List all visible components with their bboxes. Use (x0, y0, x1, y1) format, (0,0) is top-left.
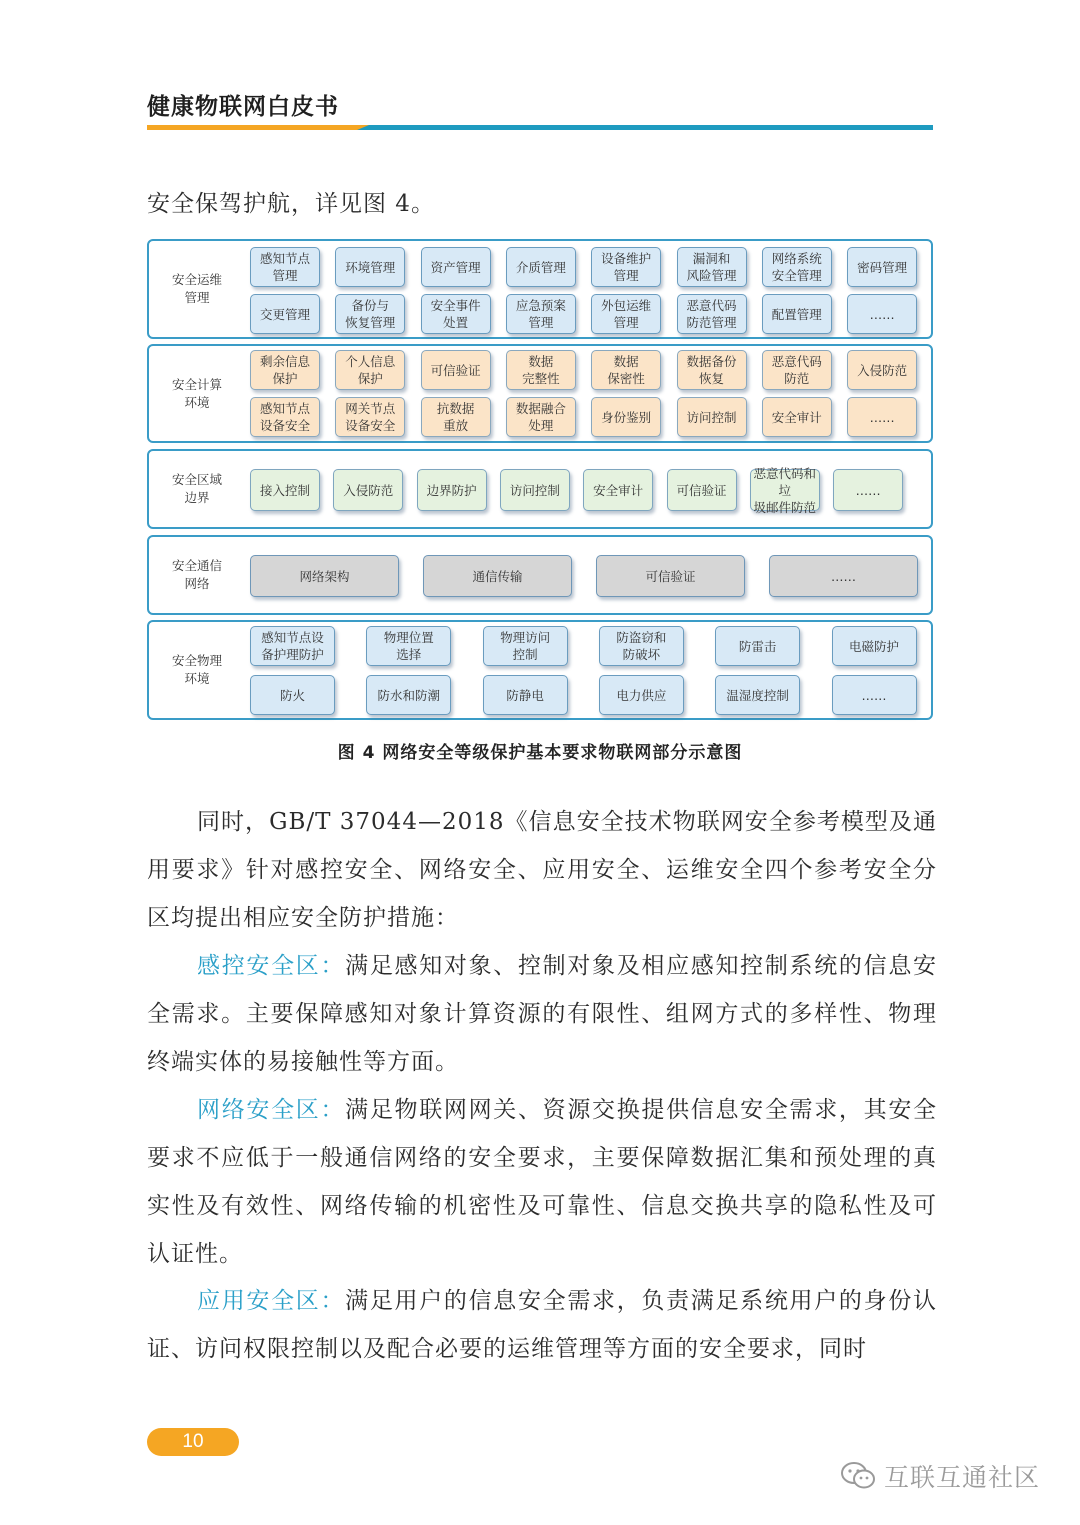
diagram-cell: 身份鉴别 (591, 397, 661, 437)
header-rule-orange (147, 125, 369, 130)
diagram-cell: 防盗窃和 防破坏 (599, 626, 684, 666)
diagram-cell: 可信验证 (421, 350, 491, 390)
row-label: 安全运维 管理 (171, 272, 222, 305)
paragraph-text: 满足物联网网关、资源交换提供信息安全需求，其安全要求不应低于一般通信网络的安全要求，主要保障数据汇集和预处理的真实性及有效性、网络传输的机密性及可靠性、信息交换共享的隐私性及可认证性。 (147, 1097, 938, 1267)
diagram-cell: 数据融合 处理 (506, 397, 576, 437)
row-physical-environment (147, 620, 933, 720)
diagram-cell: 感知节点 设备安全 (250, 397, 320, 437)
diagram-cell: 防水和防潮 (366, 675, 451, 715)
row-area-boundary (147, 449, 933, 529)
row-label: 安全计算 环境 (171, 376, 222, 410)
row-compute-environment (147, 344, 933, 443)
diagram-cell: 数据备份 恢复 (677, 350, 747, 390)
row-communication-network (147, 535, 933, 615)
diagram-cell: …… (769, 555, 918, 597)
figure-caption: 图 4 网络安全等级保护基本要求物联网部分示意图 (337, 743, 743, 763)
paragraph-sensing-zone (147, 942, 937, 1086)
paragraph-standard: 同时，GB/T 37044—2018《信息安全技术物联网安全参考模型及通用要求》针对感控安全、网络安全、应用安全、运维安全四个参考安全分区均提出相应安全防护措施： (147, 809, 937, 931)
diagram-cell: 恶意代码 防范 (762, 350, 832, 390)
diagram-cell: 访问控制 (677, 397, 747, 437)
paragraph-lead: 感控安全区： (197, 953, 346, 979)
diagram-cell: …… (847, 397, 917, 437)
diagram-cell: 物理访问 控制 (483, 626, 568, 666)
diagram-cell: …… (833, 469, 903, 511)
diagram-cell: 感知节点 管理 (250, 247, 320, 287)
diagram-cell: 可信验证 (667, 469, 737, 511)
diagram-cell: 电磁防护 (832, 626, 917, 666)
diagram-cell: 接入控制 (250, 469, 320, 511)
diagram-cell: 外包运维 管理 (591, 294, 661, 334)
diagram-cell: 资产管理 (421, 247, 491, 287)
diagram-cell: 介质管理 (506, 247, 576, 287)
diagram-cell: 设备维护 管理 (591, 247, 661, 287)
diagram-cell: 安全审计 (583, 469, 653, 511)
paragraph-lead: 网络安全区： (197, 1097, 346, 1123)
diagram-cell: 温湿度控制 (715, 675, 800, 715)
diagram-cell: 应急预案 管理 (506, 294, 576, 334)
diagram-cell: 访问控制 (500, 469, 570, 511)
diagram-cell: 物理位置 选择 (366, 626, 451, 666)
header-rule-notch (357, 125, 369, 130)
diagram-cell: 环境管理 (335, 247, 405, 287)
paragraph-text: 满足用户的信息安全需求，负责满足系统用户的身份认证、访问权限控制以及配合必要的运维管理等方面的安全要求，同时 (147, 1288, 938, 1362)
diagram-cell: 恶意代码 防范管理 (677, 294, 747, 334)
row-ops-management (147, 239, 933, 339)
row-label: 安全通信 网络 (171, 558, 222, 591)
diagram-cell: 备份与 恢复管理 (335, 294, 405, 334)
diagram-cell: 漏洞和 风险管理 (677, 247, 747, 287)
diagram-cell: …… (847, 294, 917, 334)
diagram-cell: 防静电 (483, 675, 568, 715)
diagram-cell: 感知节点设 备护理防护 (250, 626, 335, 666)
paragraph-network-zone (147, 1086, 937, 1278)
diagram-cell: 防雷击 (715, 626, 800, 666)
row-label: 安全区域 边界 (171, 472, 222, 505)
diagram-cell: 剩余信息 保护 (250, 350, 320, 390)
diagram-cell: 电力供应 (599, 675, 684, 715)
page-number: 10 (147, 1428, 239, 1456)
intro-text: 安全保驾护航，详见图 4。 (147, 191, 435, 217)
diagram-cell: 密码管理 (847, 247, 917, 287)
diagram-cell: 数据 完整性 (506, 350, 576, 390)
diagram-cell: 恶意代码和垃 圾邮件防范 (750, 469, 820, 511)
diagram-cell: 边界防护 (417, 469, 487, 511)
paragraph-lead: 应用安全区： (197, 1288, 346, 1314)
diagram-cell: 网络系统 安全管理 (762, 247, 832, 287)
diagram-cell: 安全事件 处置 (421, 294, 491, 334)
paragraph-application-zone (147, 1277, 937, 1373)
diagram-cell: 数据 保密性 (591, 350, 661, 390)
diagram-cell: 通信传输 (423, 555, 572, 597)
diagram-cell: 入侵防范 (333, 469, 403, 511)
diagram-cell: 抗数据 重放 (421, 397, 491, 437)
watermark (840, 1458, 1040, 1494)
diagram-cell: 可信验证 (596, 555, 745, 597)
header-rule-teal (369, 125, 933, 130)
diagram-cell: 交更管理 (250, 294, 320, 334)
diagram-cell: 网关节点 设备安全 (335, 397, 405, 437)
diagram-cell: …… (832, 675, 917, 715)
watermark-text: 互联互通社区 (884, 1463, 1041, 1492)
header-title: 健康物联网白皮书 (147, 93, 339, 120)
diagram-cell: 防火 (250, 675, 335, 715)
diagram-cell: 配置管理 (762, 294, 832, 334)
diagram-cell: 入侵防范 (847, 350, 917, 390)
diagram-cell: 个人信息 保护 (335, 350, 405, 390)
diagram-cell: 安全审计 (762, 397, 832, 437)
wechat-icon (840, 1461, 876, 1491)
paragraph-text: 满足感知对象、控制对象及相应感知控制系统的信息安全需求。主要保障感知对象计算资源的有限性、组网方式的多样性、物理终端实体的易接触性等方面。 (147, 953, 938, 1075)
diagram-cell: 网络架构 (250, 555, 399, 597)
row-label: 安全物理 环境 (171, 653, 222, 686)
